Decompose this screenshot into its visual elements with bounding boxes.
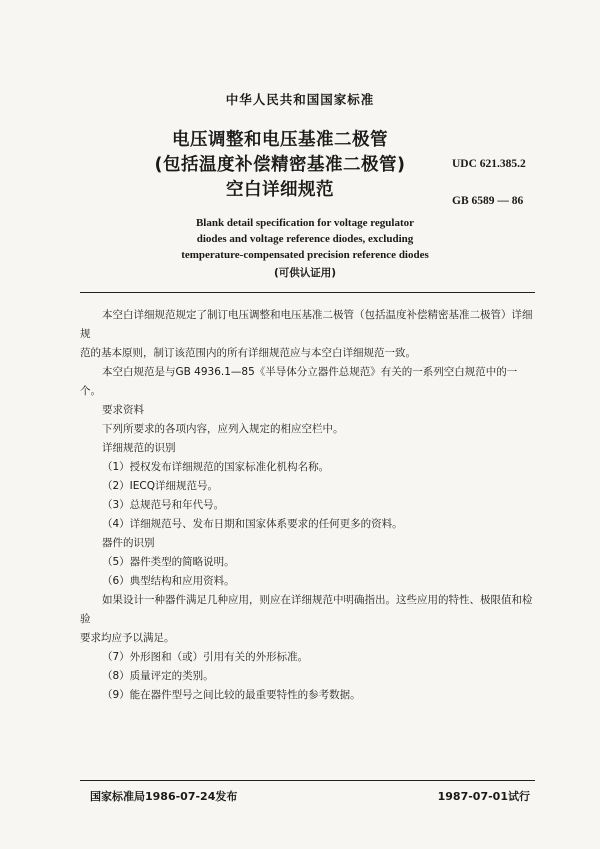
list-item: （3）总规范号和年代号。 bbox=[102, 499, 225, 511]
issue-date: 国家标准局1986-07-24发布 bbox=[90, 790, 238, 803]
body-line: 本空白规范是与GB 4936.1—85《半导体分立器件总规范》有关的一系列空白规范中的一个。 bbox=[80, 366, 518, 397]
body-line: 如果设计一种器件满足几种应用，则应在详细规范中明确指出。这些应用的特性、极限值和检验 bbox=[80, 594, 533, 625]
section-heading: 详细规范的识别 bbox=[102, 442, 176, 454]
english-title bbox=[120, 215, 490, 281]
list-item: （6）典型结构和应用资料。 bbox=[102, 575, 235, 587]
body-text bbox=[80, 306, 538, 705]
list-item: （1）授权发布详细规范的国家标准化机构名称。 bbox=[102, 461, 330, 473]
effective-date: 1987-07-01试行 bbox=[437, 790, 530, 803]
section-heading: 器件的识别 bbox=[102, 537, 155, 549]
body-line: 范的基本原则，制订该范围内的所有详细规范应与本空白详细规范一致。 bbox=[80, 347, 416, 359]
list-item: （4）详细规范号、发布日期和国家体系要求的任何更多的资料。 bbox=[102, 518, 403, 530]
english-title-line-3: temperature-compensated precision reference diodes bbox=[181, 249, 429, 261]
list-item: （8）质量评定的类别。 bbox=[102, 670, 214, 682]
chinese-title bbox=[110, 128, 450, 203]
title-line-2: (包括温度补偿精密基准二极管) bbox=[154, 155, 406, 175]
title-line-1: 电压调整和电压基准二极管 bbox=[172, 130, 388, 150]
body-line: 本空白详细规范规定了制订电压调整和电压基准二极管（包括温度补偿精密基准二极管）详细规 bbox=[80, 309, 533, 340]
body-line: 要求均应予以满足。 bbox=[80, 632, 175, 644]
udc-code: UDC 621.385.2 bbox=[452, 158, 526, 170]
top-divider bbox=[80, 292, 535, 293]
title-line-3: 空白详细规范 bbox=[226, 180, 334, 200]
national-standard-heading: 中华人民共和国国家标准 bbox=[225, 92, 375, 107]
english-title-line-2: diodes and voltage reference diodes, excluding bbox=[196, 233, 414, 245]
bottom-divider bbox=[80, 780, 535, 781]
gb-code: GB 6589 — 86 bbox=[452, 195, 524, 207]
list-item: （2）IECQ详细规范号。 bbox=[102, 480, 219, 492]
list-item: （7）外形图和（或）引用有关的外形标准。 bbox=[102, 651, 309, 663]
standard-codes bbox=[452, 146, 526, 220]
english-title-line-1: Blank detail specification for voltage regulator bbox=[195, 217, 415, 229]
section-heading: 要求资料 bbox=[102, 404, 144, 416]
certification-note: (可供认证用) bbox=[273, 267, 337, 279]
list-item: （5）器件类型的简略说明。 bbox=[102, 556, 235, 568]
list-item: （9）能在器件型号之间比较的最重要特性的参考数据。 bbox=[102, 689, 361, 701]
body-line: 下列所要求的各项内容，应列入规定的相应空栏中。 bbox=[102, 423, 344, 435]
